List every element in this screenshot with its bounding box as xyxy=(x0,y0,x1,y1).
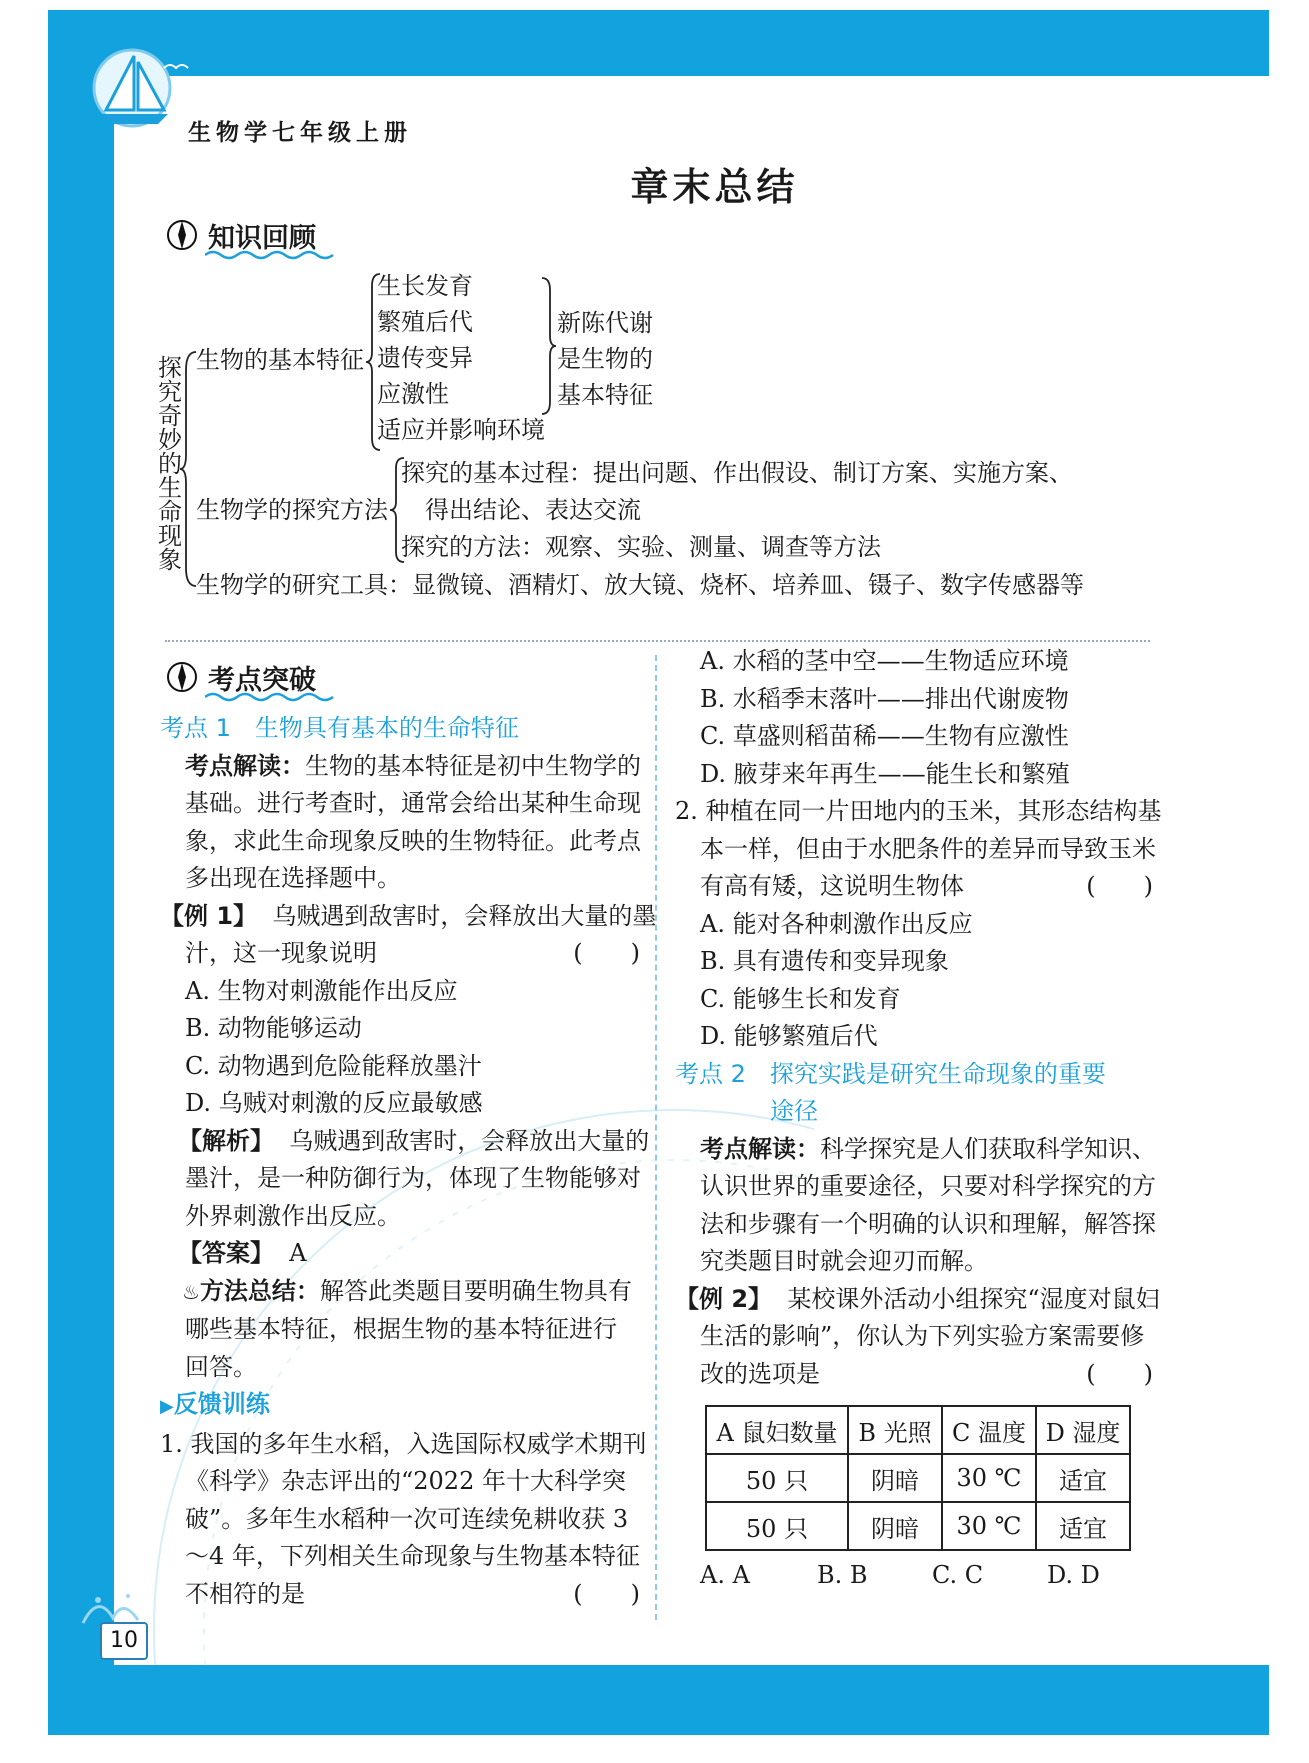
q1-option: A. 水稻的茎中空——生物适应环境 xyxy=(700,647,1069,675)
root-label-char: 现 xyxy=(158,522,182,550)
q2-stem: 本一样，但由于水肥条件的差异而导致玉米 xyxy=(700,834,1156,863)
ex1-option: B. 动物能够运动 xyxy=(185,1014,362,1042)
ex2-stem: 改的选项是 xyxy=(700,1359,820,1388)
ex1-answer-label: 【答案】 xyxy=(178,1239,274,1267)
q1-stem: 《科学》杂志评出的“2022 年十大科学突 xyxy=(185,1467,626,1495)
ex2-label: 【例 2】 xyxy=(675,1284,773,1313)
q2-answer-paren: ( ) xyxy=(1086,872,1153,900)
root-label-char: 究 xyxy=(158,378,182,406)
table-cell: 50 只 xyxy=(706,1454,848,1502)
branch-inquiry-methods: 生物学的探究方法 xyxy=(196,496,388,524)
ex1-method: 解答此类题目要明确生物具有 xyxy=(319,1276,632,1305)
table-row xyxy=(706,1502,1130,1550)
q1-stem: 不相符的是 xyxy=(185,1579,305,1608)
kp1-interp-line: 生物的基本特征是初中生物学的 xyxy=(305,751,641,780)
root-label-char: 的 xyxy=(158,450,182,478)
table-cell: 30 ℃ xyxy=(942,1454,1036,1502)
q2-stem: 有高有矮，这说明生物体 xyxy=(700,872,964,900)
root-brace xyxy=(180,350,200,588)
table-header-cell: C 温度 xyxy=(942,1406,1036,1454)
root-label-char: 命 xyxy=(158,498,182,526)
b1-item: 应激性 xyxy=(377,380,449,408)
table-header-cell: A 鼠妇数量 xyxy=(706,1406,848,1454)
q1-option: D. 腋芽来年再生——能生长和繁殖 xyxy=(700,759,1070,788)
table-header-cell: D 湿度 xyxy=(1036,1406,1130,1454)
branch-basic-features: 生物的基本特征 xyxy=(196,346,364,374)
b1-note-line: 基本特征 xyxy=(557,381,653,409)
b2-process-line-1: 探究的基本过程：提出问题、作出假设、制订方案、实施方案、 xyxy=(401,459,1073,487)
b1-note-line: 是生物的 xyxy=(557,345,653,373)
table-cell: 适宜 xyxy=(1036,1454,1130,1502)
kp2-interp-line: 认识世界的重要途径，只要对科学探究的方 xyxy=(700,1172,1156,1200)
root-label-char: 象 xyxy=(158,546,182,574)
b2-methods: 探究的方法：观察、实验、测量、调查等方法 xyxy=(401,533,881,561)
ex1-option: A. 生物对刺激能作出反应 xyxy=(185,976,458,1005)
ex1-analysis: 墨汁，是一种防御行为，体现了生物能够对 xyxy=(185,1164,641,1192)
q1-option: B. 水稻季末落叶——排出代谢废物 xyxy=(700,684,1069,713)
q2-option: C. 能够生长和发育 xyxy=(700,984,901,1013)
q1-stem: 破”。多年生水稻种一次可连续免耕收获 3 xyxy=(185,1504,629,1533)
page-frame-bottom xyxy=(48,1665,1269,1735)
table-cell: 适宜 xyxy=(1036,1502,1130,1550)
q2-option: D. 能够繁殖后代 xyxy=(700,1022,878,1050)
root-label-char: 生 xyxy=(158,474,182,502)
table-cell: 50 只 xyxy=(706,1502,848,1550)
wave-underline xyxy=(205,692,335,702)
sailboat-logo-icon xyxy=(84,48,194,133)
ex2-options xyxy=(675,1557,1153,1595)
kp2-title: 考点 2 探究实践是研究生命现象的重要 xyxy=(675,1059,1106,1088)
ex1-analysis-label: 【解析】 xyxy=(178,1126,274,1155)
ex1-method-label: 方法总结： xyxy=(199,1276,320,1305)
ex2-option: A. A xyxy=(700,1561,750,1589)
root-label-char: 探 xyxy=(158,354,182,382)
ex2-option: B. B xyxy=(817,1561,868,1589)
kp2-interp-label: 考点解读： xyxy=(700,1134,820,1163)
b1-item: 繁殖后代 xyxy=(377,308,473,336)
left-column xyxy=(160,710,657,1613)
compass-section-icon xyxy=(165,660,199,694)
ex1-analysis: 乌贼遇到敌害时，会释放出大量的 xyxy=(289,1126,650,1155)
ex1-option: D. 乌贼对刺激的反应最敏感 xyxy=(185,1089,483,1117)
kp1-interp-line: 基础。进行考查时，通常会给出某种生命现 xyxy=(185,789,641,817)
table-header-row xyxy=(706,1406,1130,1454)
page-frame-left xyxy=(48,10,114,1735)
page-number: 10 xyxy=(100,1622,148,1660)
ex1-analysis: 外界刺激作出反应。 xyxy=(185,1201,401,1230)
ex2-answer-paren: ( ) xyxy=(1086,1359,1153,1388)
ex1-method: 回答。 xyxy=(185,1352,257,1381)
experiment-table xyxy=(705,1405,1131,1551)
b1-item: 生长发育 xyxy=(377,272,473,300)
branch-research-tools: 生物学的研究工具：显微镜、酒精灯、放大镜、烧杯、培养皿、镊子、数字传感器等 xyxy=(196,571,1084,599)
chapter-title: 章末总结 xyxy=(630,165,799,209)
q1-stem: 1. 我国的多年生水稻，入选国际权威学术期刊 xyxy=(160,1429,647,1458)
ex1-answer: A xyxy=(289,1239,307,1267)
ex2-option: D. D xyxy=(1047,1561,1100,1589)
b1-right-brace xyxy=(540,276,556,416)
b1-note-line: 新陈代谢 xyxy=(557,309,653,337)
wave-underline xyxy=(205,250,335,260)
kp2-interp-line: 究类题目时就会迎刃而解。 xyxy=(700,1247,988,1275)
compass-section-icon xyxy=(165,218,199,252)
ex1-label: 【例 1】 xyxy=(160,901,258,930)
table-cell: 阴暗 xyxy=(848,1502,942,1550)
kp2-interp-line: 科学探究是人们获取科学知识、 xyxy=(820,1134,1156,1163)
ex2-stem: 生活的影响”，你认为下列实验方案需要修 xyxy=(700,1322,1145,1350)
q1-stem: ～4 年，下列相关生命现象与生物基本特征 xyxy=(185,1542,640,1570)
kp1-interp-line: 多出现在选择题中。 xyxy=(185,864,401,892)
review-heading: 知识回顾 xyxy=(208,223,316,254)
ex1-answer-paren: ( ) xyxy=(573,939,640,967)
q2-option: B. 具有遗传和变异现象 xyxy=(700,947,949,975)
right-column xyxy=(675,643,1162,1595)
section-divider xyxy=(165,640,1150,642)
book-title: 生物学七年级上册 xyxy=(188,120,412,146)
ex2-option: C. C xyxy=(932,1561,984,1589)
ex1-stem: 乌贼遇到敌害时，会释放出大量的墨 xyxy=(272,901,657,930)
table-cell: 30 ℃ xyxy=(942,1502,1036,1550)
kp2-title-cont: 途径 xyxy=(770,1097,818,1125)
q1-option: C. 草盛则稻苗稀——生物有应激性 xyxy=(700,722,1069,750)
b1-item: 遗传变异 xyxy=(377,344,473,372)
ex2-stem: 某校课外活动小组探究“湿度对鼠妇 xyxy=(787,1284,1160,1313)
kp1-interp-label: 考点解读： xyxy=(185,751,305,780)
column-divider xyxy=(655,655,657,1620)
table-header-cell: B 光照 xyxy=(848,1406,942,1454)
ex1-method: 哪些基本特征，根据生物的基本特征进行 xyxy=(185,1315,617,1343)
table-row xyxy=(706,1454,1130,1502)
page-frame-top xyxy=(48,10,1269,76)
q1-answer-paren: ( ) xyxy=(573,1579,640,1608)
table-cell: 阴暗 xyxy=(848,1454,942,1502)
kp1-interp-line: 象，求此生命现象反映的生物特征。此考点 xyxy=(185,826,641,855)
q2-option: A. 能对各种刺激作出反应 xyxy=(700,909,973,938)
breakthrough-heading: 考点突破 xyxy=(208,665,316,696)
b1-note xyxy=(557,305,653,413)
kp1-title: 考点 1 生物具有基本的生命特征 xyxy=(160,714,519,742)
method-summary-icon: ♨ xyxy=(182,1279,200,1304)
ex1-stem: 汁，这一现象说明 xyxy=(185,939,377,967)
play-triangle-icon: ▶ xyxy=(160,1396,174,1417)
b1-items xyxy=(377,268,545,448)
root-label-char: 妙 xyxy=(158,426,182,454)
kp2-interp-line: 法和步骤有一个明确的认识和理解，解答探 xyxy=(700,1209,1156,1238)
root-label-char: 奇 xyxy=(158,402,182,430)
feedback-heading: 反馈训练 xyxy=(173,1390,270,1418)
b1-item: 适应并影响环境 xyxy=(377,416,545,444)
ex1-option: C. 动物遇到危险能释放墨汁 xyxy=(185,1051,482,1080)
b2-process-line-2: 得出结论、表达交流 xyxy=(425,496,641,524)
q2-stem: 2. 种植在同一片田地内的玉米，其形态结构基 xyxy=(675,797,1162,825)
